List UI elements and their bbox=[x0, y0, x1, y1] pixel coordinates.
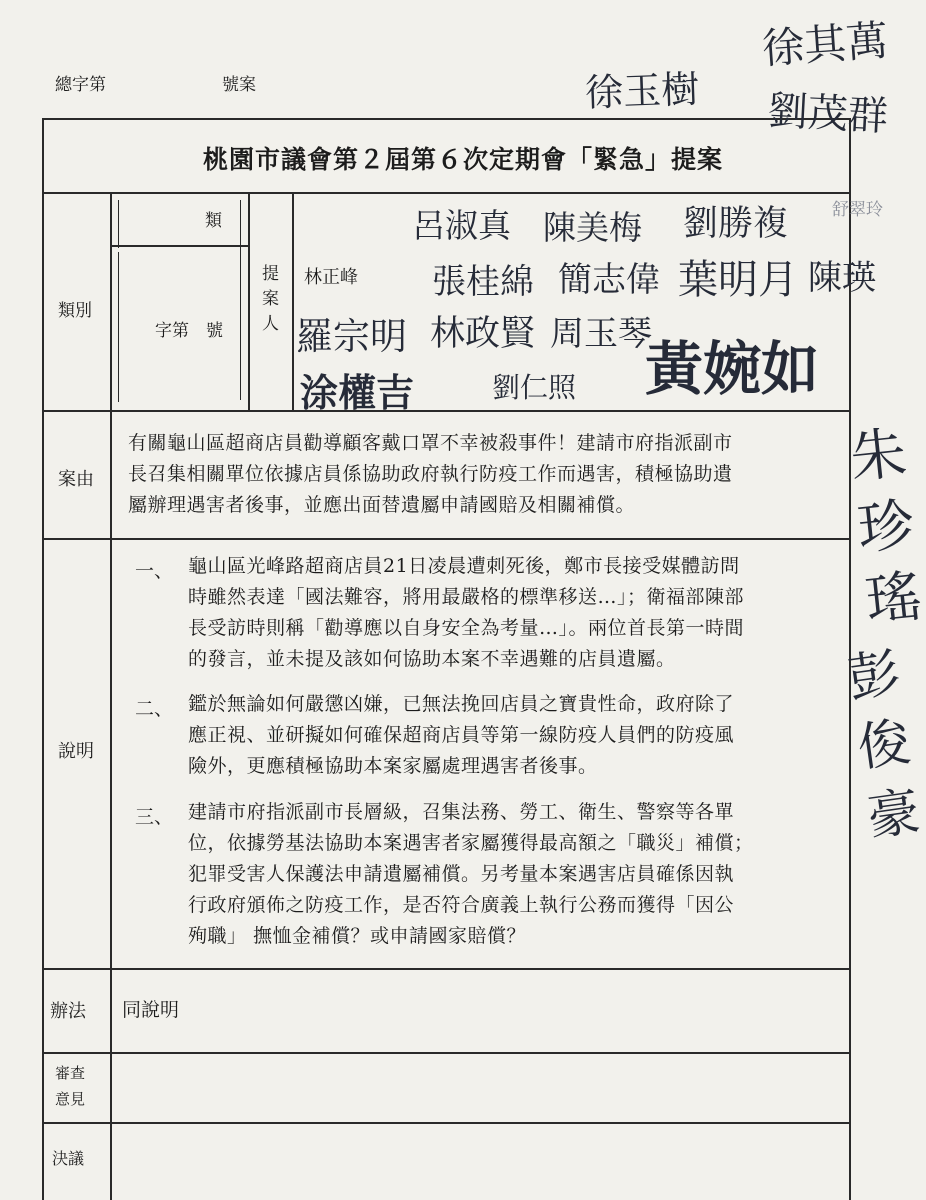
explanation-line: 險外，更應積極協助本案家屬處理遇害者後事。 bbox=[188, 755, 598, 777]
form-title: 桃園市議會第２屆第６次定期會「緊急」提案 bbox=[202, 145, 723, 174]
explanation-line: 犯罪受害人保護法申請遺屬補償。另考量本案遇害店員確係因執 bbox=[188, 863, 735, 885]
method-label: 辦法 bbox=[50, 1001, 86, 1022]
case-label: 號案 bbox=[222, 75, 256, 95]
explanation-line: 龜山區光峰路超商店員21日凌晨遭刺死後，鄭市長接受媒體訪問 bbox=[188, 555, 740, 577]
signature: 陳美梅 bbox=[543, 208, 642, 247]
explanation-line: 位，依據勞基法協助本案遇害者家屬獲得最高額之「職災」補償； bbox=[188, 832, 754, 854]
signature: 簡志偉 bbox=[558, 260, 660, 300]
signature: 呂淑真 bbox=[412, 206, 511, 245]
explanation-line: 鑑於無論如何嚴懲凶嫌，已無法挽回店員之寶貴性命，政府除了 bbox=[188, 693, 735, 715]
item-number: 二、 bbox=[135, 698, 174, 720]
number-label: 字第 號 bbox=[155, 321, 223, 341]
explanation-line: 應正視、並研擬如何確保超商店員等第一線防疫人員們的防疫風 bbox=[188, 724, 735, 746]
signature: 徐其萬 bbox=[760, 15, 890, 74]
signature: 劉仁照 bbox=[492, 371, 577, 404]
signature: 羅宗明 bbox=[296, 315, 407, 358]
explanation-line: 長受訪時則稱「勸導應以自身安全為考量…」。兩位首長第一時間 bbox=[188, 617, 745, 639]
proposer-label: 提 案 人 bbox=[262, 264, 279, 334]
signature: 張桂綿 bbox=[432, 262, 534, 302]
item-number: 三、 bbox=[135, 806, 174, 828]
serial-label: 總字第 bbox=[55, 75, 106, 95]
review-label: 審查 意見 bbox=[55, 1064, 86, 1108]
explanation-line: 時雖然表達「國法難容，將用最嚴格的標準移送…」；衛福部陳部 bbox=[188, 586, 745, 608]
subject-line: 有關龜山區超商店員勸導顧客戴口罩不幸被殺事件！建請市府指派副市 bbox=[128, 432, 733, 454]
signature: 徐玉樹 bbox=[584, 67, 700, 115]
signature: 林政賢 bbox=[430, 314, 536, 354]
subject-label: 案由 bbox=[58, 469, 94, 490]
explanation-line: 的發言，並未提及該如何協助本案不幸遇難的店員遺屬。 bbox=[188, 648, 676, 670]
signature: 劉茂群 bbox=[766, 87, 889, 141]
proposer-typed-name: 林正峰 bbox=[304, 267, 358, 288]
item-number: 一、 bbox=[135, 560, 174, 582]
signature: 葉明月 bbox=[678, 257, 798, 303]
explanation-line: 建請市府指派副市長層級，召集法務、勞工、衛生、警察等各單 bbox=[188, 801, 735, 823]
signature: 彭俊豪 bbox=[844, 642, 924, 849]
signature: 陳瑛 bbox=[808, 258, 876, 298]
signature: 舒翠玲 bbox=[832, 200, 883, 220]
signature: 朱珍瑤 bbox=[847, 420, 925, 635]
signature: 黃婉如 bbox=[645, 335, 820, 403]
explanation-line: 殉職」 撫恤金補償？或申請國家賠償？ bbox=[188, 925, 527, 947]
explanation-label: 說明 bbox=[58, 741, 94, 762]
resolution-label: 決議 bbox=[52, 1149, 85, 1168]
subject-line: 長召集相關單位依據店員係協助政府執行防疫工作而遇害，積極協助遺 bbox=[128, 463, 733, 485]
signature: 周玉琴 bbox=[550, 314, 652, 354]
explanation-line: 行政府頒佈之防疫工作，是否符合廣義上執行公務而獲得「因公 bbox=[188, 894, 735, 916]
method-text: 同說明 bbox=[122, 999, 180, 1021]
type-label: 類 bbox=[205, 211, 222, 231]
subject-line: 屬辦理遇害者後事，並應出面替遺屬申請國賠及相關補償。 bbox=[128, 494, 636, 516]
signature: 涂權吉 bbox=[300, 371, 415, 415]
signature: 劉勝複 bbox=[683, 204, 789, 244]
category-label: 類別 bbox=[58, 301, 92, 321]
